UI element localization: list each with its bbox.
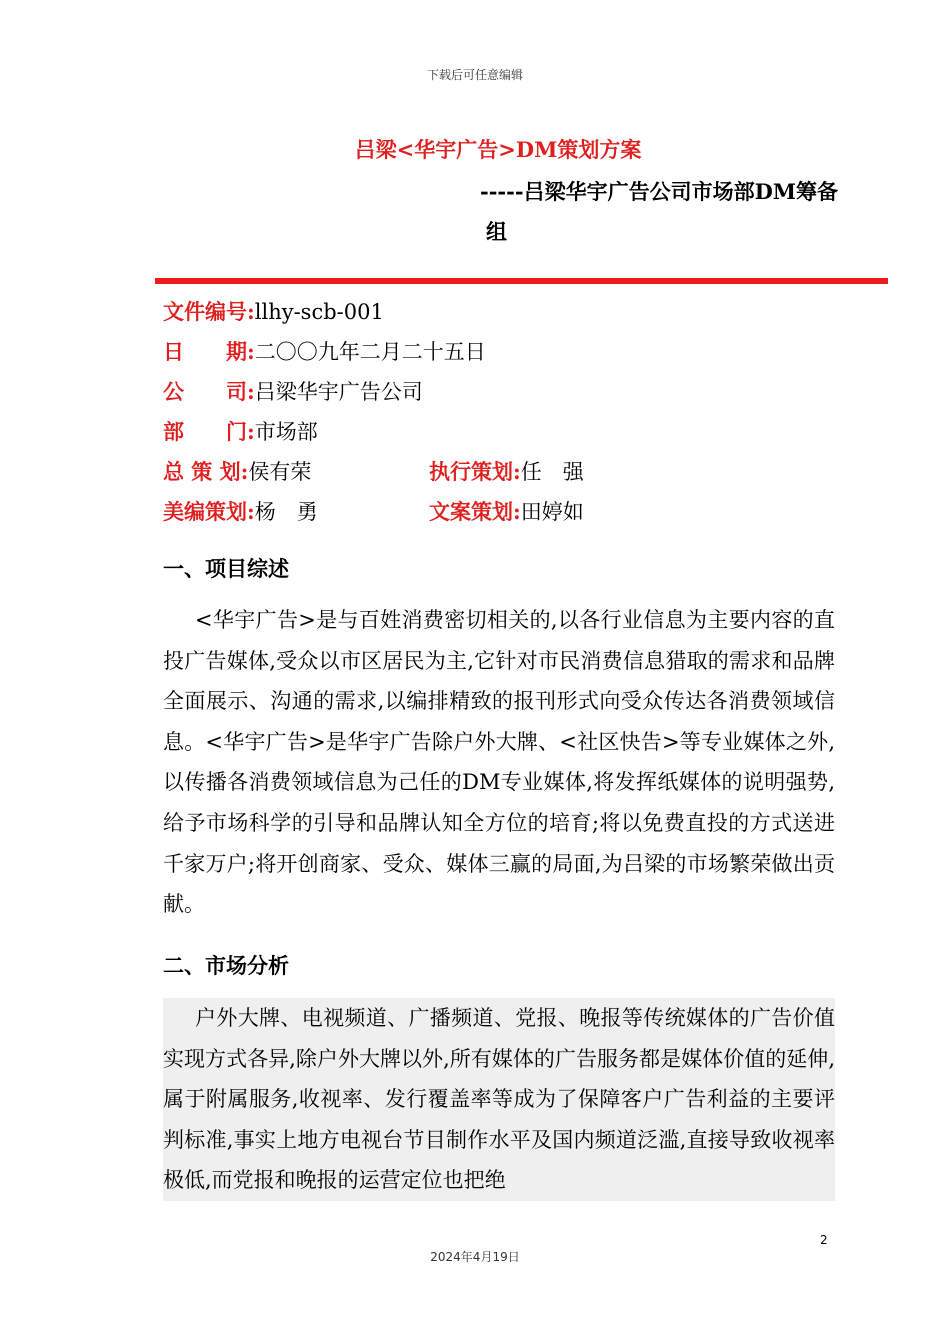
subtitle-line-1: -----吕梁华宇广告公司市场部DM筹备 xyxy=(480,179,839,204)
section-body-overview: <华宇广告>是与百姓消费密切相关的,以各行业信息为主要内容的直投广告媒体,受众以市区居民为主,它针对市民消费信息猎取的需求和品牌全面展示、沟通的需求,以编排精致的报刊形式向受众传达各消费领域信息。<华宇广告>是华宇广告除户外大牌、<社区快告>等专业媒体之外,以传播各消费领域信息为己任的DM专业媒体,将发挥纸媒体的说明强势,给予市场科学的引导和品牌认知全方位的培育;将以免费直投的方式送进千家万户;将开创商家、受众、媒体三赢的局面,为吕梁的市场繁荣做出贡献。 xyxy=(163,608,835,917)
meta-value: 二〇〇九年二月二十五日 xyxy=(254,340,486,364)
document-title: 吕梁<华宇广告>DM策划方案 xyxy=(354,137,642,162)
meta-value: 市场部 xyxy=(254,420,318,444)
section-heading-market: 二、市场分析 xyxy=(163,953,289,978)
page-header: 下载后可任意编辑 xyxy=(426,68,523,82)
section-heading-overview: 一、项目综述 xyxy=(163,556,289,581)
meta-label: 文案策划: xyxy=(429,499,521,524)
meta-label: 文件编号: xyxy=(163,299,255,324)
meta-value: llhy-scb-001 xyxy=(254,300,384,324)
meta-label: 总 策 划: xyxy=(163,459,249,484)
document-subtitle xyxy=(480,172,840,252)
meta-label: 部 门: xyxy=(163,419,255,444)
meta-value: 侯有荣 xyxy=(248,460,312,484)
meta-doc-no xyxy=(163,298,384,326)
meta-value: 田婷如 xyxy=(520,500,584,524)
meta-exec-planner xyxy=(429,458,584,486)
subtitle-line-2: 组 xyxy=(486,219,507,244)
meta-value: 任 强 xyxy=(520,460,584,484)
page-footer-date: 2024年4月19日 xyxy=(430,1250,520,1264)
page-number: 2 xyxy=(820,1233,828,1247)
meta-department xyxy=(163,418,318,446)
meta-company xyxy=(163,378,423,406)
meta-label: 公 司: xyxy=(163,379,255,404)
meta-date xyxy=(163,338,486,366)
meta-value: 杨 勇 xyxy=(254,500,318,524)
section-body-market: 户外大牌、电视频道、广播频道、党报、晚报等传统媒体的广告价值实现方式各异,除户外大牌以外,所有媒体的广告服务都是媒体价值的延伸,属于附属服务,收视率、发行覆盖率等成为了保障客户广告利益的主要评判标准,事实上地方电视台节目制作水平及国内频道泛滥,直接导致收视率极低,而党报和晚报的运营定位也把绝 xyxy=(163,998,835,1201)
meta-label: 执行策划: xyxy=(429,459,521,484)
meta-label: 美编策划: xyxy=(163,499,255,524)
meta-label: 日 期: xyxy=(163,339,255,364)
meta-copy-planner xyxy=(429,498,584,526)
meta-planners-row-1 xyxy=(163,458,584,486)
meta-value: 吕梁华宇广告公司 xyxy=(254,380,423,404)
meta-planners-row-2 xyxy=(163,498,584,526)
red-divider xyxy=(155,278,888,284)
